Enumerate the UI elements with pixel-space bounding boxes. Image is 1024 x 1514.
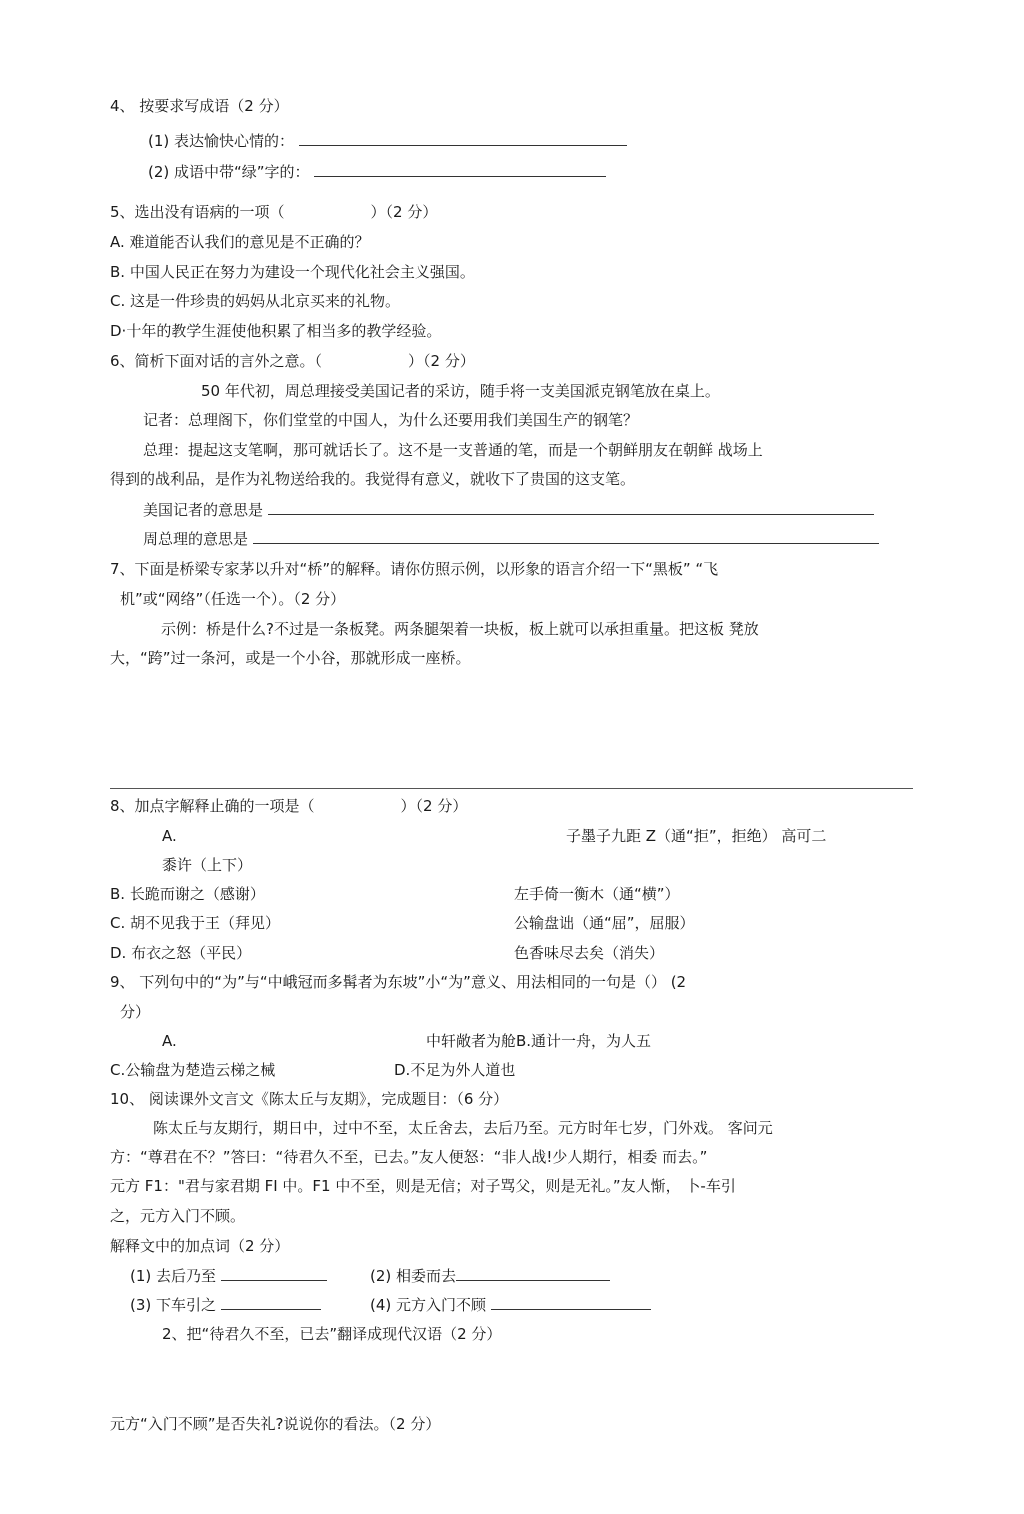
q4-sub2 <box>148 162 606 182</box>
q8-points: ）（2 分） <box>400 797 468 815</box>
q4-title: 4、 按要求写成语（2 分） <box>110 97 289 115</box>
q9-title-line-2: 分） <box>120 1003 151 1021</box>
q6-answer-1 <box>143 500 874 520</box>
q9-option-c: C.公输盘为楚造云梯之械 <box>110 1061 276 1079</box>
q8-option-c-left: C. 胡不见我于王（拜见） <box>110 914 281 932</box>
q10-word-1 <box>130 1266 327 1286</box>
q10-word-2 <box>370 1266 610 1286</box>
q6-passage-line-1: 50 年代初，周总理接受美国记者的采访，随手将一支美国派克钢笔放在桌上。 <box>201 382 720 400</box>
q6-answer-1-label: 美国记者的意思是 <box>143 501 264 519</box>
q10-title: 10、 阅读课外文言文《陈太丘与友期》，完成题目：（6 分） <box>110 1090 509 1108</box>
q10-sub3-title: 元方“入门不顾”是否失礼?说说你的看法。（2 分） <box>110 1415 441 1433</box>
q6-answer-1-blank[interactable] <box>268 500 874 515</box>
q6-answer-2 <box>143 529 879 549</box>
answer-area-rule <box>110 788 913 789</box>
q10-word-3 <box>130 1295 321 1315</box>
q7-example-line-1: 示例：桥是什么?不过是一条板凳。两条腿架着一块板，板上就可以承担重量。把这板 凳放 <box>161 620 759 638</box>
q4-sub2-blank[interactable] <box>314 162 606 177</box>
q10-word-1-blank[interactable] <box>221 1266 327 1281</box>
q8-option-a-label: A. <box>162 827 177 845</box>
q6-passage-line-3: 总理：提起这支笔啊，那可就话长了。这不是一支普通的笔，而是一个朝鲜朋友在朝鲜 战场上 <box>143 441 763 459</box>
q7-title-line-2: 机”或“网络”（任选一个）。（2 分） <box>120 590 346 608</box>
q6-title <box>110 351 475 371</box>
q10-word-2-blank[interactable] <box>456 1266 610 1281</box>
q7-title-line-1: 7、下面是桥梁专家茅以升对“桥”的解释。请你仿照示例，以形象的语言介绍一下“黑板” “飞 <box>110 560 719 578</box>
q8-option-d-right: 色香味尽去矣（消失） <box>514 944 665 962</box>
q7-example-line-2: 大，“跨”过一条河，或是一个小谷，那就形成一座桥。 <box>110 649 471 667</box>
q5-option-b: B. 中国人民正在努力为建设一个现代化社会主义强国。 <box>110 263 475 281</box>
q10-passage-line-3: 元方 F1："君与家君期 FI 中。F1 中不至，则是无信；对子骂父，则是无礼。”友人惭， 卜-车引 <box>110 1177 736 1195</box>
q10-passage-line-2: 方：“尊君在不？”答曰：“待君久不至，已去。”友人便怒：“非人战!少人期行，相委 而去。” <box>110 1148 708 1166</box>
q10-word-2-label: (2) 相委而去 <box>370 1267 457 1285</box>
q4-sub1-blank[interactable] <box>299 131 627 146</box>
q5-option-c: C. 这是一件珍贵的妈妈从北京买来的礼物。 <box>110 292 401 310</box>
q10-sub1-title: 解释文中的加点词（2 分） <box>110 1237 290 1255</box>
q10-passage-line-1: 陈太丘与友期行，期日中，过中不至，太丘舍去，去后乃至。元方时年七岁，门外戏。 客问元 <box>153 1119 773 1137</box>
q8-option-b-right: 左手倚一衡木（通“横”） <box>514 885 680 903</box>
q8-option-c-right: 公输盘诎（通“屈”，屈服） <box>514 914 695 932</box>
q8-option-a-right: 子墨子九距 Z（通“拒”，拒绝） 高可二 <box>566 827 827 845</box>
q5-points: ）（2 分） <box>370 203 438 221</box>
q10-word-3-blank[interactable] <box>221 1295 321 1310</box>
q6-points: ）（2 分） <box>408 352 475 370</box>
q4-sub1 <box>148 131 627 151</box>
q5-option-a: A. 难道能否认我们的意见是不正确的？ <box>110 233 370 251</box>
q6-answer-2-blank[interactable] <box>253 529 879 544</box>
q10-sub2-title: 2、把“待君久不至，已去”翻译成现代汉语（2 分） <box>162 1325 502 1343</box>
q10-word-3-label: (3) 下车引之 <box>130 1296 217 1314</box>
q8-title-text: 8、加点字解释止确的一项是（ <box>110 797 315 815</box>
q10-word-4-label: (4) 元方入门不顾 <box>370 1296 487 1314</box>
q9-option-a-label: A. <box>162 1032 177 1050</box>
q8-option-b-left: B. 长跪而谢之（感谢） <box>110 885 265 903</box>
q5-title <box>110 202 437 222</box>
q9-title-line-1: 9、 下列句中的“为”与“中峨冠而多髯者为东坡”小“为”意义、用法相同的一句是（） (2 <box>110 973 687 991</box>
q6-answer-2-label: 周总理的意思是 <box>143 530 249 548</box>
q8-title <box>110 796 467 816</box>
q8-option-a-continued: 黍许（上下） <box>162 856 253 874</box>
q8-option-d-left: D. 布衣之怒（平民） <box>110 944 252 962</box>
q9-options-ab: 中轩敞者为舱B.通计一舟，为人五 <box>426 1032 652 1050</box>
q4-sub2-label: (2) 成语中带“绿”字的： <box>148 163 310 181</box>
q5-title-text: 5、选出没有语病的一项（ <box>110 203 285 221</box>
q4-sub1-label: (1) 表达愉快心情的： <box>148 132 295 150</box>
q10-passage-line-4: 之，元方入门不顾。 <box>110 1207 246 1225</box>
q10-word-4-blank[interactable] <box>491 1295 651 1310</box>
q10-word-1-label: (1) 去后乃至 <box>130 1267 217 1285</box>
q6-title-text: 6、简析下面对话的言外之意。（ <box>110 352 323 370</box>
q6-passage-line-4: 得到的战利品，是作为礼物送给我的。我觉得有意义，就收下了贵国的这支笔。 <box>110 470 636 488</box>
q9-option-d: D.不足为外人道也 <box>394 1061 516 1079</box>
q5-option-d: D·十年的教学生涯使他积累了相当多的教学经验。 <box>110 322 442 340</box>
q10-word-4 <box>370 1295 651 1315</box>
q6-passage-line-2: 记者：总理阁下，你们堂堂的中国人，为什么还要用我们美国生产的钢笔？ <box>143 411 639 429</box>
